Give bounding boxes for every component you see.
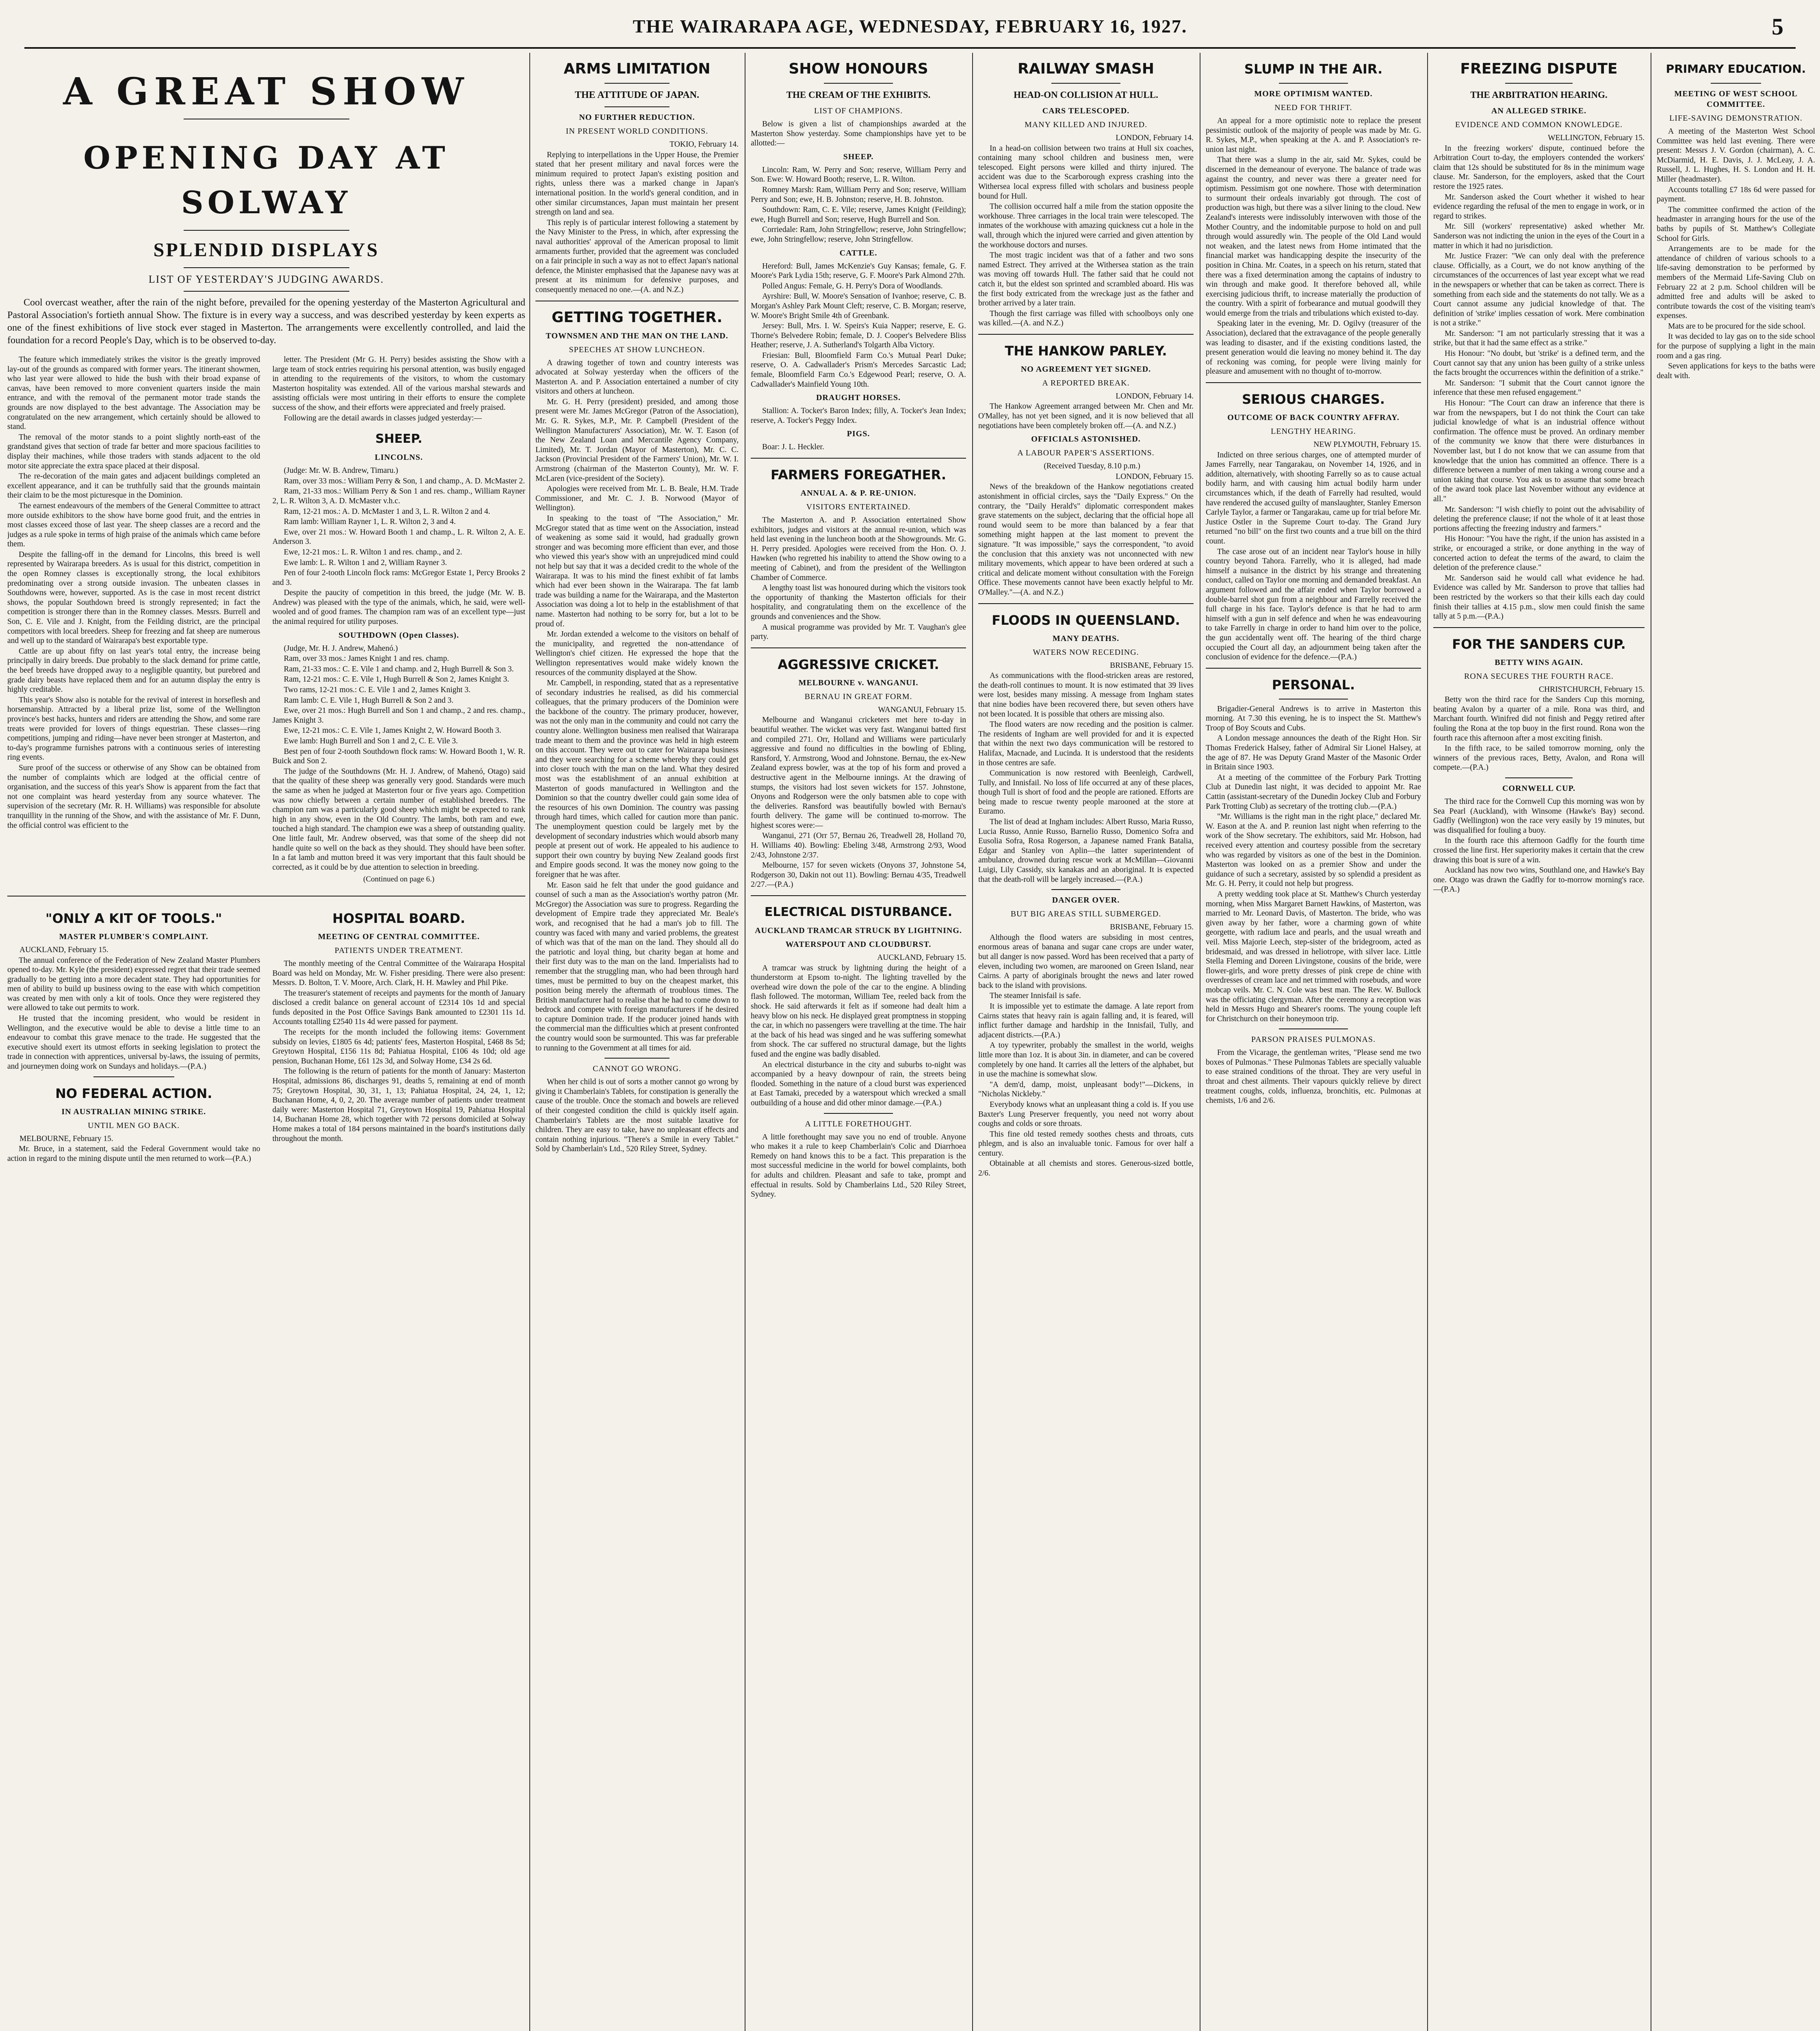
champion-line: Ayrshire: Bull, W. Moore's Sensation of Ivanhoe; reserve, C. B. Morgan's Ashley Park Mount Cleft; reserve, C. B. Morgan; reserve, W. Moore's Bright Smile 4th of Greenbank. bbox=[751, 292, 966, 320]
cornwell-title: CORNWELL CUP. bbox=[1502, 784, 1576, 793]
paragraph: Mr. Bruce, in a statement, said the Federal Government would take no action in regard to the mining dispute until the men returned to work—(P.A.) bbox=[7, 1145, 260, 1163]
horses-heading: DRAUGHT HORSES. bbox=[816, 393, 901, 403]
show-article bbox=[7, 53, 525, 2031]
kit-title: "ONLY A KIT OF TOOLS." bbox=[45, 910, 222, 926]
show-lede: Cool overcast weather, after the rain of the night before, prevailed for the opening yesterday of the Masterton Agricultural and Pastoral Association's fortieth annual Show. The fixture is in every way a success, and was described yesterday by keen experts as one of the finest exhibitions of live stock ever staged in Masterton. The arrangements were excellently controlled, and laid the foundation for a record People's Day, which is to be observed to-day. bbox=[7, 297, 525, 346]
headline-rule bbox=[184, 291, 349, 292]
paragraph: Mr. Campbell, in responding, stated that as a representative of secondary industries he realised, as did his commercial colleagues, that the primary producers of the Dominion were the backbone of the country. The primary producer, however, was not the only man in the community and could not carry the country alone. Wellington business men realised that Wairarapa trade meant to them and the province was held in high esteem on this account. They were out to cater for Wairarapa business and they were searching for a scheme whereby they could get into closer touch with the man on the land. What they desired most was the establishment of an annual exhibition at Masterton of goods manufactured in Wellington and the Dominion so that the country dweller could gain some idea of the resources of his own Dominion. The country was passing through hard times, which called for caution more than panic. The unemployment question could be largely met by the development of secondary industries which would absorb many people at present out of work. He appealed to his audience to support their own country by buying New Zealand goods first and Empire goods second. It was the money now going to the foreigner that he was after. bbox=[535, 679, 739, 879]
paragraph: The collision occurred half a mile from the station opposite the workhouse. Three carriages in the local train were telescoped. The inmates of the workhouse with amazing quickness cut a hole in the wall, through which the injured were carried and given attention by the workhouse doctors and nurses. bbox=[978, 202, 1194, 249]
kit-and-federal bbox=[7, 902, 260, 1165]
award-line: Ewe lamb: L. R. Wilton 1 and 2, William Rayner 3. bbox=[284, 558, 447, 567]
award-line: Ram lamb: C. E. Vile 1, Hugh Burrell & Son 2 and 3. bbox=[284, 696, 454, 705]
advert-text: When her child is out of sorts a mother cannot go wrong by giving it Chamberlain's Tablets, for constipation is generally the cause of the trouble. Once the stomach and bowels are relieved of their congested condition the child is quickly itself again. Chamberlain's Tablets are the most suitable laxative for children. They are easy to take, have no unpleasant effects and contain nothing injurious. "There's a Smile in every Tablet." Sold by Chamberlain's Ltd., 520 Riley Street, Sydney. bbox=[535, 1078, 739, 1154]
headline-rule bbox=[1279, 83, 1348, 84]
headline-rule bbox=[1505, 83, 1573, 84]
cattle-heading: CATTLE. bbox=[839, 248, 878, 258]
paragraph: That there was a slump in the air, said Mr. Sykes, could be discerned in the demeanour of everyone. The balance of trade was against the country, and never was there a greater need for optimism. Pessimism got one nowhere. Those with determination to surmount their ordeals invariably got through. The cost of production was high, but there was a silver lining to the cloud. New Zealand's interests were indissolubly interwoven with those of the Mother Country, and the indomitable purpose to hold on and pull through would assuredly win. The people of the Old Land would not weaken, and the latest news from Home intimated that the financial market was handicapping despite the insecurity of the position in China. Mr. Coates, in a speech on his return, stated that there was a fixed determination among the captains of industry to win through and make good. It therefore behoved all, while exercising judicious thrift, to increase materially the production of the country. With a spirit of forbearance and mutual goodwill they would emerge from the trials and tribulations which existed to-day. bbox=[1206, 156, 1421, 318]
dateline: NEW PLYMOUTH, February 15. bbox=[1313, 440, 1421, 449]
paragraph: The Masterton A. and P. Association entertained Show exhibitors, judges and visitors at the annual re-union, which was held last evening in the luncheon booth at the Showgrounds. Mr. G. H. Perry presided. Apologies were received from the Hon. O. J. Hawken (who regretted his inability to attend the Show owing to a meeting of Cabinet), and from the president of the Wellington Chamber of Commerce. bbox=[751, 516, 966, 582]
award-line: Ewe, over 21 mos.: W. Howard Booth 1 and champ., L. R. Wilton 2, A. E. Anderson 3. bbox=[272, 528, 525, 546]
section-rule bbox=[1206, 382, 1421, 383]
dateline: LONDON, February 14. bbox=[1116, 392, 1194, 401]
arms-title: ARMS LIMITATION bbox=[563, 61, 711, 77]
paragraph: Apologies were received from Mr. L. B. Beale, H.M. Trade Commissioner, and Mr. C. J. B. Norwood (Mayor of Wellington). bbox=[535, 485, 739, 513]
honours-sub1: THE CREAM OF THE EXHIBITS. bbox=[786, 90, 931, 100]
slump-sub1: MORE OPTIMISM WANTED. bbox=[1254, 89, 1373, 98]
sanders-title: FOR THE SANDERS CUP. bbox=[1452, 636, 1626, 652]
paragraph: It was decided to lay gas on to the side school for the purpose of supplying a light in the main room and a gas ring. bbox=[1657, 332, 1815, 360]
dateline: WELLINGTON, February 15. bbox=[1548, 134, 1644, 142]
advert-text: Obtainable at all chemists and stores. Generous-sized bottle, 2/6. bbox=[978, 1159, 1194, 1178]
sheep-heading: SHEEP. bbox=[843, 152, 874, 161]
paragraph: The monthly meeting of the Central Committee of the Wairarapa Hospital Board was held on Monday, Mr. W. Fisher presiding. There were also present: Messrs. D. Bolton, T. V. Moore, Arch. Clark, H. H. Mawley and Phil Pike. bbox=[272, 959, 525, 987]
award-line: (Judge, Mr. H. J. Andrew, Mahenó.) bbox=[284, 644, 398, 653]
electrical-sub1: AUCKLAND TRAMCAR STRUCK BY LIGHTNING. bbox=[755, 926, 962, 935]
headline-great-show: A GREAT SHOW bbox=[63, 69, 470, 113]
electrical-sub2: WATERSPOUT AND CLOUDBURST. bbox=[785, 940, 932, 949]
column-rule bbox=[1427, 53, 1428, 2031]
hankow-sub1: NO AGREEMENT YET SIGNED. bbox=[1020, 364, 1151, 374]
champion-line: Boar: J. L. Heckler. bbox=[762, 443, 824, 452]
honours-sub2: LIST OF CHAMPIONS. bbox=[814, 106, 903, 115]
kit-sub: MASTER PLUMBER'S COMPLAINT. bbox=[59, 932, 208, 941]
dateline: WANGANUI, February 15. bbox=[878, 705, 966, 714]
headline-rule bbox=[1051, 83, 1120, 84]
paragraph: Replying to interpellations in the Upper House, the Premier stated that her present military and naval forces were the minimum required to protect Japan's existing position and rights, unless there was a marked change in Japan's international position. In the world's general condition, and in other similar circumstances, Japan must maintain her present strength on land and sea. bbox=[535, 150, 739, 217]
arms-sub1: THE ATTITUDE OF JAPAN. bbox=[574, 90, 700, 100]
section-rule bbox=[751, 895, 966, 896]
hospital-sub1: MEETING OF CENTRAL COMMITTEE. bbox=[318, 932, 480, 941]
arms-sub2: NO FURTHER REDUCTION. bbox=[579, 113, 695, 122]
together-title: GETTING TOGETHER. bbox=[551, 309, 723, 326]
slump-sub2: NEED FOR THRIFT. bbox=[1274, 103, 1352, 112]
serious-title: SERIOUS CHARGES. bbox=[1242, 392, 1385, 407]
paragraph: The feature which immediately strikes the visitor is the greatly improved lay-out of the grounds as compared with former years. The itinerant showmen, who last year were allowed to hide the bush with their broad expanse of canvas, have been removed to more convenient quarters inside the main entrance, and with the removal of the permanent motor trade stands the grounds are now displayed to the best advantage. The Association may be congratulated on the new arrangement, which certainly should be allowed to stand. bbox=[7, 355, 260, 431]
dateline: BRISBANE, February 15. bbox=[1110, 923, 1194, 932]
sanders-sub2: RONA SECURES THE FOURTH RACE. bbox=[1464, 671, 1614, 681]
advert-title: A LITTLE FORETHOUGHT. bbox=[805, 1119, 912, 1128]
award-line: Ewe, over 21 mos.: Hugh Burrell and Son 1 and champ., 2 and res. champ., James Knight 3. bbox=[272, 706, 525, 725]
paragraph: The removal of the motor stands to a point slightly north-east of the grandstand gives that section of trade far better and more spacious facilities to display their machines, while those traders with stands adjacent to the old motor site appreciate the extra space placed at their disposal. bbox=[7, 433, 260, 470]
paragraph: His Honour: "The Court can draw an inference that there is war from the newspapers, but I do not think the Court can take judicial knowledge of what is an industrial offence without confirmation. The offence must be proved. An ordinary member of the community we know that there were disturbances in November last, but I do not know that we can assume from that knowledge that the union has committed an offence. There is a difference between a number of men taking a wrong course and a union taking that course. You ask us to assume that some breach of the award took place last November without any evidence at all." bbox=[1433, 399, 1644, 503]
paragraph: Mr. Sanderson said he would call what evidence he had. Evidence was called by Mr. Sanderson to prove that tallies had been restricted by the workers so that their kills each day could finish their tallies at 4.15 p.m., slow men could finish the same tally at 5 p.m.—(P.A.) bbox=[1433, 574, 1644, 621]
dateline: AUCKLAND, February 15. bbox=[877, 953, 966, 962]
hospital-title: HOSPITAL BOARD. bbox=[332, 910, 466, 926]
paragraph: This year's Show also is notable for the revival of interest in horseflesh and horsemanship. Attracted by a liberal prize list, some of the Wellington province's best hacks, hunters and riders are attending the Show, and some rare treats were provided for lovers of things equestrian. These classes—ring competitions, jumping and riding—have never been stronger at Masterton, and to-day's programme furnishes patrons with a continuous series of interesting ring events. bbox=[7, 695, 260, 762]
paragraph: A London message announces the death of the Right Hon. Sir Thomas Frederick Halsey, father of Admiral Sir Lionel Halsey, at the age of 87. He was Deputy Grand Master of the Masonic Order in Britain since 1903. bbox=[1206, 734, 1421, 772]
paragraph: A toy typewriter, probably the smallest in the world, weighs little more than 1oz. It is about 3in. in diameter, and can be covered completely by one hand. It carries all the letters of the alphabet, but in use the machine is somewhat slow. bbox=[978, 1041, 1194, 1079]
paragraph: Below is given a list of championships awarded at the Masterton Show yesterday. Some championships have yet to be allotted:— bbox=[751, 120, 966, 148]
award-line: Ram, over 33 mos.: William Perry & Son, 1 and champ., A. D. McMaster 2. bbox=[284, 476, 525, 485]
headline-opening-day: OPENING DAY AT SOLWAY bbox=[83, 140, 449, 221]
champion-line: Lincoln: Ram, W. Perry and Son; reserve, William Perry and Son. Ewe: W. Howard Booth; reserve, L. R. Wilton. bbox=[751, 165, 966, 184]
dateline: CHRISTCHURCH, February 15. bbox=[1538, 685, 1644, 694]
personal-title: PERSONAL. bbox=[1272, 677, 1355, 693]
primary-column bbox=[1657, 53, 1815, 2031]
paragraph: Although the flood waters are subsiding in most centres, enormous areas of banana and sugar cane crops are under water, but all danger is now passed. Word has been received that a party of eleven, including two women, are marooned on Green Island, near Cairns. A party of aboriginals brought the news and later rowed back to the island with provisions. bbox=[978, 933, 1194, 990]
paragraph: Brigadier-General Andrews is to arrive in Masterton this morning. At 7.30 this evening, he is to inspect the St. Matthew's Troop of Boy Scouts and Cubs. bbox=[1206, 704, 1421, 732]
paragraph: In the freezing workers' dispute, continued before the Arbitration Court to-day, the employers contended the workers' claim that 12s should be substituted for 8s in the minimum wage clause. Mr. Sanderson, for the employers, asked that the Court restore the 1925 rates. bbox=[1433, 144, 1644, 191]
dateline: (Received Tuesday, 8.10 p.m.) bbox=[1044, 462, 1140, 471]
paragraph: Following are the detail awards in classes judged yesterday:— bbox=[284, 414, 482, 422]
award-line: Ram, 21-33 mos.: C. E. Vile 1 and champ. and 2, Hugh Burrell & Son 3. bbox=[284, 665, 514, 673]
section-rule bbox=[978, 603, 1194, 604]
advert-text: A little forethought may save you no end of trouble. Anyone who makes it a rule to keep Chamberlain's Colic and Diarrhoea Remedy on hand knows this to be a fact. This preparation is the most successful medicine in the world for bowel complaints, both for adults and children. Pleasant and safe to take, prompt and effectual in results. Sold by Chamberlains Ltd., 520 Riley Street, Sydney. bbox=[751, 1132, 966, 1199]
paragraph: The steamer Innisfail is safe. bbox=[990, 992, 1081, 1000]
headline-rule bbox=[184, 267, 349, 268]
award-line: Ewe lamb: Hugh Burrell and Son 1 and 2, C. E. Vile 3. bbox=[284, 737, 458, 745]
paragraph: The annual conference of the Federation of New Zealand Master Plumbers opened to-day. Mr. Kyle (the president) expressed regret that their trade seemed gradually to be getting into a more decadent state. They had opportunities for men of ability to build up business owing to the ease with which competition was created by men with only a kit of tools. Once they were registered they were allowed to take out permits to work. bbox=[7, 956, 260, 1013]
federal-sub2: UNTIL MEN GO BACK. bbox=[88, 1121, 180, 1130]
award-line: Ram, 12-21 mos.: C. E. Vile 1, Hugh Burrell & Son 2, James Knight 3. bbox=[284, 675, 509, 684]
paragraph: The committee confirmed the action of the headmaster in arranging hours for the use of the baths by pupils of St. Matthew's Collegiate School for Girls. bbox=[1657, 205, 1815, 243]
freezing-sub3: EVIDENCE AND COMMON KNOWLEDGE. bbox=[1455, 120, 1623, 129]
column-rule bbox=[972, 53, 973, 2031]
hospital-board bbox=[273, 902, 526, 1165]
dateline: AUCKLAND, February 15. bbox=[20, 945, 108, 954]
dateline: LONDON, February 14. bbox=[1116, 134, 1194, 142]
hankow-sub4: A LABOUR PAPER'S ASSERTIONS. bbox=[1017, 448, 1155, 458]
section-rule bbox=[1433, 627, 1644, 628]
arms-sub3: IN PRESENT WORLD CONDITIONS. bbox=[566, 127, 708, 136]
hospital-sub2: PATIENTS UNDER TREATMENT. bbox=[334, 946, 463, 955]
advert-text: From the Vicarage, the gentleman writes, "Please send me two boxes of Pulmonas." These Pulmonas Tablets are specially valuable to ease strained conditions of the throat. They are very useful in throat and chest ailments. Their vapours quickly relieve by direct treatment coughs, colds, influenza, bronchitis, etc. Pulmonas at chemists, 1/6 and 2/6. bbox=[1206, 1048, 1421, 1105]
sanders-sub1: BETTY WINS AGAIN. bbox=[1495, 658, 1583, 667]
paragraph: His Honour: "You have the right, if the union has assisted in a strike, or encouraged a strike, or done anything in the way of concerted action to defeat the terms of the award, to claim the deletion of the preference clause." bbox=[1433, 535, 1644, 572]
dateline: BRISBANE, February 15. bbox=[1110, 661, 1194, 670]
page-number: 5 bbox=[1772, 13, 1783, 40]
paragraph: The list of dead at Ingham includes: Albert Russo, Maria Russo, Lucia Russo, Annie Russo, Barnelio Russo, Domenico Sofra and Eusolia Sofra, Rosa Rogerson, a Japanese named Frank Batalia, Edgar and Stanley von Aplin—the latter superintendent of ambulance, drowned during rescue work at McMillan—Giovanni Luigi, Lily Cassidy, six kanakas and an aboriginal. It is expected that the death-roll will be largely increased.—(P.A.) bbox=[978, 818, 1194, 884]
danger-title: DANGER OVER. bbox=[1052, 896, 1120, 905]
paragraph: Mr. G. H. Perry (president) presided, and among those present were Mr. James McGregor (Patron of the Association), Mr. G. R. Sykes, M.P., Mr. P. Campbell (President of the Wellington Manufacturers' Association), Mr. W. T. Eason (of the New Zealand Loan and Mercantile Agency Company, Limited), Mr. T. Jordan (Mayor of Masterton), Mr. C. C. Jackson (Provincial President of the Farmers' Union), Mr. W. I. Armstrong (chairman of the Masterton County), Mr. W. F. McLaren (vice-president of the Society). bbox=[535, 397, 739, 483]
paragraph: A pretty wedding took place at St. Matthew's Church yesterday morning, when Miss Margaret Barnett Hawkins, of Masterton, was married to Mr. Leonard Davis, of Masterton. The bride, who was given away by her father, wore a charming gown of white georgette, with radium lace and pearls, and the usual wreath and veil. Miss Majorie Leech, step-sister of the bridegroom, acted as bridesmaid, and was dressed in heliotrope, with silver lace. Little Stella Fleming and Doreen Livingstone, cousins of the bride, were flower-girls, and wore pretty dresses of pink crepe de chine with overdresses of cream lace and net trimmed with rosebuds, and wore mobcap veils. Mr. C. N. Cole was best man. The Rev. W. Bullock was the officiating clergyman. After the ceremony a reception was held in Messrs Hugo and Shearer's rooms. The young couple left for Christchurch on their honeymoon trip. bbox=[1206, 890, 1421, 1023]
paragraph: Mr. Jordan extended a welcome to the visitors on behalf of the municipality, and regretted the non-attendance of Wellington's chief citizen. He expressed the hope that the Wellington representatives would make widely known the resources of the community displayed at the Show. bbox=[535, 630, 739, 677]
headline-rule bbox=[604, 106, 670, 107]
cricket-sub2: BERNAU IN GREAT FORM. bbox=[804, 692, 912, 701]
paragraph: The receipts for the month included the following items: Government subsidy on levies, £1805 6s 4d; patients' fees, Masterton Hospital, £468 8s 5d; Greytown Hospital, £156 11s 8d; Pahiatua Hospital, £106 4s 10d; old age pension, Buchanan Home, £61 12s 3d, and Solway Home, £34 2s 6d. bbox=[272, 1028, 525, 1065]
champion-line: Polled Angus: Female, G. H. Perry's Dora of Woodlands. bbox=[762, 281, 943, 290]
award-line: Ram lamb: William Rayner 1, L. R. Wilton 2, 3 and 4. bbox=[284, 517, 456, 526]
federal-sub1: IN AUSTRALIAN MINING STRIKE. bbox=[61, 1107, 206, 1116]
paragraph: Accounts totalling £7 18s 6d were passed for payment. bbox=[1657, 185, 1815, 204]
electrical-title: ELECTRICAL DISTURBANCE. bbox=[764, 905, 953, 920]
award-line: Pen of four 2-tooth Lincoln flock rams: McGregor Estate 1, Percy Brooks 2 and 3. bbox=[272, 569, 525, 587]
section-rule bbox=[824, 1113, 893, 1114]
headline-rule bbox=[184, 230, 349, 231]
paragraph: Indicted on three serious charges, one of attempted murder of James Farrelly, near Tangarakau, on November 14, 1926, and in addition, alternatively, with shooting Farrelly so as to cause actual bodily harm, and with causing him actual bodily harm under circumstances which, if the death of Farrelly had resulted, would have rendered the accused guilty of manslaughter, Stanley Emerson Carlyle Taylor, a farmer or Tangarakau, came up for trial before Mr. Justice Ostler in the Supreme Court to-day. The Grand Jury returned "no bill" on the first two counts and a true bill on the third count. bbox=[1206, 450, 1421, 546]
paragraph: The earnest endeavours of the members of the General Committee to attract more outside exhibitors to the show have borne good fruit, and the entries in most classes exceed those of last year. The sheep classes are a record and the judges as a rule spoke in terms of high praise of the animals which came before them. bbox=[7, 501, 260, 549]
lower-briefs bbox=[7, 902, 525, 1165]
paragraph: Sure proof of the success or otherwise of any Show can be obtained from the number of complaints which are lodged at the official centre of organisation, and the success of this year's Show is apparent from the fact that not one complaint was heard yesterday from any source whatever. The supervision of the secretary (Mr. R. H. Williams) was responsible for absolute tranquillity in the running of the Show, and with the assistance of Mr. F. Dunn, the official control was efficient to the bbox=[7, 763, 260, 830]
hankow-sub3: OFFICIALS ASTONISHED. bbox=[1031, 435, 1141, 444]
headline-splendid-displays: SPLENDID DISPLAYS bbox=[153, 239, 379, 261]
advert-text: Everybody knows what an unpleasant thing a cold is. If you use Baxter's Lung Preserver frequently, you need not worry about coughs and colds or sore throats. bbox=[978, 1100, 1194, 1128]
section-rule bbox=[751, 458, 966, 459]
paragraph: Wanganui, 271 (Orr 57, Bernau 26, Treadwell 28, Holland 70, H. Williams 40). Bowling: Ebeling 3/48, Armstrong 2/93, Wood 2/43, Johnstone 2/37. bbox=[751, 831, 966, 860]
paragraph: Betty won the third race for the Sanders Cup this morning, beating Avalon by a quarter of a mile. Rona was third, and Marchant fourth. Winifred did not finish and Peggy retired after fouling the Rona at the top buoy in the first round. Rona won the fourth race this afternoon after a most exciting finish. bbox=[1433, 695, 1644, 743]
paragraph: A meeting of the Masterton West School Committee was held last evening. There were present: Messrs J. V. Gordon (chairman), A. C. McDiarmid, H. E. Davis, J. J. McLeay, J. A. Russell, J. L. Hughes, H. S. London and H. H. Miller (headmaster). bbox=[1657, 127, 1815, 184]
paragraph: Mr. Justice Frazer: "We can only deal with the preference clause. Officially, as a Court, we do not know anything of the circumstances of the occurrences of last year except what we read in the newspapers or whether that can be taken as correct. There is something from each side and the statements do not tally. We as a Court cannot assume any judicial knowledge of that. The definition of 'strike' implies cessation of work. Mere combination is not a strike." bbox=[1433, 252, 1644, 328]
section-rule bbox=[1051, 889, 1120, 890]
champion-line: Friesian: Bull, Bloomfield Farm Co.'s Mutual Pearl Duke; reserve, O. A. Cadwallader's Prism's Mercedes Sarcastic Lad; female, Bloomfield Farm Co.'s Edgewood Pearl; reserve, O. A. Cadwallader's Mainfield Young 10th. bbox=[751, 351, 966, 389]
award-line: Two rams, 12-21 mos.: C. E. Vile 1 and 2, James Knight 3. bbox=[284, 686, 471, 695]
freezing-sub1: THE ARBITRATION HEARING. bbox=[1470, 90, 1608, 100]
federal-title: NO FEDERAL ACTION. bbox=[55, 1085, 212, 1101]
railway-sub3: MANY KILLED AND INJURED. bbox=[1024, 120, 1148, 129]
award-line: Ram, 12-21 mos.: A. D. McMaster 1 and 3, L. R. Wilton 2 and 4. bbox=[284, 507, 490, 516]
arms-column bbox=[535, 53, 739, 2031]
section-rule bbox=[93, 1076, 174, 1077]
pigs-heading: PIGS. bbox=[847, 429, 870, 439]
paragraph: The third race for the Cornwell Cup this morning was won by Sea Pearl (Auckland), with Winsome (Hawke's Bay) second. Gadfly (Wellington) won the race very easily by 19 minutes, but was disqualified for fouling a buoy. bbox=[1433, 797, 1644, 835]
southdown-heading: SOUTHDOWN (Open Classes). bbox=[338, 630, 459, 640]
champion-line: Southdown: Ram, C. E. Vile; reserve, James Knight (Feilding); ewe, Hugh Burrell and Son; reserve, Hugh Burrell and Son. bbox=[751, 206, 966, 224]
paragraph: In a head-on collision between two trains at Hull six coaches, containing many school children and business men, were telescoped. Eight persons were killed and thirty injured. The accident was due to the Scarborough express crashing into the Withersea local express filled with scholars and business people bound for Hull. bbox=[978, 144, 1194, 201]
farmers-sub2: VISITORS ENTERTAINED. bbox=[806, 502, 911, 512]
paragraph: Cattle are up about fifty on last year's total entry, the increase being principally in dairy breeds. Due probably to the slack demand for prime cattle, the beef breeds have dropped away to a negligible quantity, but purebred and grade dairy beasts have replaced them and for an autumn display the entry is highly creditable. bbox=[7, 647, 260, 694]
paragraph: Arrangements are to be made for the attendance of children of various schools to a life-saving demonstration to be performed by members of the Mermaid Life-Saving Club on February 22 at 2 p.m. School children will be admitted free and adults will be asked to contribute towards the cost of the visiting team's expenses. bbox=[1657, 245, 1815, 320]
sheep-heading: SHEEP. bbox=[375, 432, 422, 446]
paragraph: letter. The President (Mr G. H. Perry) besides assisting the Show with a large team of stock entries requiring his personal attention, was busily engaged in attending to the requirements of the visitors, to whom the customary Masterton hospitality was extended. All of the various marshal stewards and assisting officials were most untiring in their efforts to ensure the complete success of the show, and their efforts were appreciated and freely praised. bbox=[272, 355, 525, 412]
paragraph: Seven applications for keys to the baths were dealt with. bbox=[1657, 362, 1815, 380]
paragraph: A lengthy toast list was honoured during which the visitors took the opportunity of thanking the Masterton officials for their hospitality, and congratulating them on the excellence of the grounds and conveniences and the Show. bbox=[751, 584, 966, 621]
advert-text: "A dem'd, damp, moist, unpleasant body!"—Dickens, in "Nicholas Nickleby." bbox=[978, 1080, 1194, 1099]
slump-title: SLUMP IN THE AIR. bbox=[1244, 61, 1383, 77]
paragraph: A musical programme was provided by Mr. T. Vaughan's glee party. bbox=[751, 623, 966, 641]
paragraph: Mr. Eason said he felt that under the good guidance and counsel of such a man as the Association's worthy patron (Mr. McGregor) the Association was sure to progress. Regarding the development of Empire trade they appreciated Mr. Beale's work, and recognised that he had a man's job to fill. The country was faced with many and varied problems, the greatest of which was that of the man on the land. They should all do the patriotic and loyal thing, but charity began at home and their first duty was to the man on the land. Imperialists had to remember that the struggling man, who had been through hard times, must be permitted to buy on the cheapest market, this position being merely the aftermath of troublous times. The British manufacturer had to realise that he had to come down to bedrock and compete with foreign manufacturers if he desired to capture Dominion trade. If the producer joined hands with the commercial man the difficulties which at present confronted the country would soon be surmounted. This was far preferable to running to the Government at all times for aid. bbox=[535, 881, 739, 1052]
paragraph: In the fifth race, to be sailed tomorrow morning, only the winners of the previous races, Betty, Avalon, and Rona will compete.—(P.A.) bbox=[1433, 744, 1644, 772]
honours-column bbox=[751, 53, 966, 2031]
newspaper-masthead-title: THE WAIRARAPA AGE, WEDNESDAY, FEBRUARY 16, 1927. bbox=[633, 16, 1187, 37]
headline-rule bbox=[824, 83, 893, 84]
paragraph: Though the first carriage was filled with schoolboys only one was killed.—(A. and N.Z.) bbox=[978, 309, 1194, 328]
freezing-sub2: AN ALLEGED STRIKE. bbox=[1491, 106, 1587, 115]
headline-rule bbox=[1711, 83, 1762, 84]
serious-sub1: OUTCOME OF BACK COUNTRY AFFRAY. bbox=[1227, 413, 1400, 422]
paragraph: News of the breakdown of the Hankow negotiations created astonishment in official circles, says the "Daily Express." On the contrary, the "Daily Herald's" diplomatic correspondent makes grave statements on the subject, declaring that the official hope all round would seem to be more than balanced by a fear that something might happen at the last moment to prevent the signature. "It was impossible," says the correspondent, "to avoid the conclusion that this anxiety was not unconnected with new military movements, which appear to have been ordered at such a critical and delicate moment without consultation with the Foreign Office. These movements cannot have been exactly helpful to Mr. O'Malley."—(A. and N.Z.) bbox=[978, 483, 1194, 597]
continued-note: (Continued on page 6.) bbox=[363, 875, 435, 884]
paragraph: Mats are to be procured for the side school. bbox=[1668, 322, 1806, 331]
paragraph: Mr. Sanderson asked the Court whether it wished to hear evidence regarding the refusal of the men to engage in work, or in regard to strikes. bbox=[1433, 193, 1644, 221]
dateline: TOKIO, February 14. bbox=[670, 140, 739, 149]
farmers-sub1: ANNUAL A. & P. RE-UNION. bbox=[800, 489, 916, 498]
paragraph: A drawing together of town and country interests was advocated at Solway yesterday when the officers of the Masterton A. and P. Association entertained a number of city visitors and others at luncheon. bbox=[535, 358, 739, 396]
primary-sub2: LIFE-SAVING DEMONSTRATION. bbox=[1669, 114, 1803, 123]
dateline: MELBOURNE, February 15. bbox=[20, 1134, 113, 1143]
paragraph: Mr. Sanderson: "I wish chiefly to point out the advisability of deleting the preference clause; if not the whole of it at least those portions affecting the freezing industry and farmers." bbox=[1433, 505, 1644, 533]
freezing-title: FREEZING DISPUTE bbox=[1460, 61, 1618, 77]
award-line: Ram, over 33 mos.: James Knight 1 and res. champ. bbox=[284, 654, 449, 663]
paragraph: Melbourne and Wanganui cricketers met here to-day in beautiful weather. The wicket was very fast. Wanganui batted first and compiled 271. Orr, Holland and Williams were particularly aggressive and found no difficulties in the bowling of Ebling, Ransford, Y. Armstrong, Wood and Johnstone. Bernau, the ex-New Zealand express bowler, was at the top of his form and proved a destructive agent in the Melbourne innings. At the drawing of stumps, the visitors had lost seven wickets for 157. Johnstone, Onyons and Rodgerson were the only batsmen able to cope with the deliveries. Ransford was beautifully bowled with Bernau's fourth delivery. The game will be continued to-morrow. The highest scores were:— bbox=[751, 716, 966, 830]
champion-line: Corriedale: Ram, John Stringfellow; reserve, John Stringfellow; ewe, John Stringfellow; reserve, John Stringfellow. bbox=[751, 225, 966, 244]
masthead bbox=[24, 8, 1796, 49]
paragraph: It is impossible yet to estimate the damage. A late report from Cairns states that heavy rain is again falling and, it is feared, will inflict further damage and hardship in the Innisfail, Tully, and adjacent districts.—(P.A.) bbox=[978, 1002, 1194, 1039]
masthead-rule bbox=[24, 47, 1796, 49]
paragraph: In speaking to the toast of "The Association," Mr. McGregor stated that as time went on the Association, instead of weakening as some said it would, had gradually grown stronger and was becoming more efficient than ever, and those who viewed this year's show with an unprejudiced mind could not help but say that it was a decided credit to the whole of the Wairarapa. It was to his mind the finest exhibit of fat lambs which had ever been shown in the Wairarapa. The fat lamb trade was building a name for the Wairarapa, and the Masterton Association was doing a lot to help in the establishment of that name. Masterton had nothing to be sorry for, but a lot to be proud of. bbox=[535, 514, 739, 628]
paragraph: This reply is of particular interest following a statement by the Navy Minister to the Press, in which, after expressing the naval authorities' approval of the American proposal to limit armaments further, provided that the agreement was concluded on a fair principle in such a way as not to effect Japan's national defence, the Minister emphasised that the Japanese navy was at present at its minimum for defensive purposes, and consequently menaced no one.—(A. and N.Z.) bbox=[535, 218, 739, 294]
danger-sub: BUT BIG AREAS STILL SUBMERGED. bbox=[1010, 909, 1161, 919]
railway-title: RAILWAY SMASH bbox=[1018, 61, 1154, 77]
serious-sub2: LENGTHY HEARING. bbox=[1271, 427, 1356, 436]
award-line: Ram, 21-33 mos.: William Perry & Son 1 and res. champ., William Rayner 2, L. R. Wilton 3, A. D. McMaster v.h.c. bbox=[272, 487, 525, 505]
primary-sub1: MEETING OF WEST SCHOOL COMMITTEE. bbox=[1674, 89, 1798, 109]
section-rule bbox=[1279, 1028, 1348, 1029]
paragraph: The most tragic incident was that of a father and two sons named Estrect. They arrived at the Withersea station as the train was moving off towards Hull. The father said that he could not catch it, but the eldest son sprinted and scrambled aboard. His was the first body extricated from the wreckage just as the father and brother arrived by a later train. bbox=[978, 251, 1194, 308]
paragraph: An electrical disturbance in the city and suburbs to-night was accompanied by a heavy downpour of rain, the streets being flooded. Something in the nature of a cloud burst was experienced at East Tamaki, preceded by a waterspout which wrecked a small outbuilding of a house and did other minor damage.—(P.A.) bbox=[751, 1060, 966, 1107]
paragraph: "Mr. Williams is the right man in the right place," declared Mr. W. Eason at the A. and P. reunion last night when referring to the work of the Show secretary. The exhibitors, said Mr. Hobson, had received every attention and courtesy possible from the secretary who was regarded by visitors as one of the best in the Dominion. Masterton was looked on as a premier Show and under the guidance of such a secretary, assisted by so splendid a president as Mr. G. H. Perry, it could not help but progress. bbox=[1206, 812, 1421, 888]
railway-sub1: HEAD-ON COLLISION AT HULL. bbox=[1014, 90, 1158, 100]
headline-rule bbox=[604, 83, 670, 84]
paragraph: Communication is now restored with Beenleigh, Cardwell, Tully, and Innisfail. No loss of life occurred at any of these places, though Tull is short of food and the people are rationed. Efforts are being made to rescue twenty people marooned at the store at Euramo. bbox=[978, 769, 1194, 816]
paragraph: The re-decoration of the main gates and adjacent buildings completed an excellent appearance, and it can be truthfully said that the grounds maintain their claim to be the most picturesque in the Dominion. bbox=[7, 472, 260, 500]
paragraph: In the fourth race this afternoon Gadfly for the fourth time crossed the line first. Her superiority makes it certain that the crew drawing this boat is sure of a win. bbox=[1433, 836, 1644, 864]
award-line: Ewe, 12-21 mos.: L. R. Wilton 1 and res. champ., and 2. bbox=[284, 548, 462, 556]
paragraph: Mr. Sanderson: "I am not particularly stressing that it was a strike, but that it had the same effect as a strike." bbox=[1433, 329, 1644, 348]
show-body-left bbox=[7, 355, 260, 890]
dateline: LONDON, February 15. bbox=[1116, 472, 1194, 481]
paragraph: The following is the return of patients for the month of January: Masterton Hospital, admissions 86, discharges 91, deaths 5, remaining at end of month 75; Greytown Hospital, 30, 31, 1, 13; Pahiatua Hospital, 24, 24, 1, 12; Buchanan Home, 4, 0, 2, 20. The average number of patients under treatment daily were: Masterton Hospital 71, Greytown Hospital 19, Pahiatua Hospital 14, Buchanan Home 28, which together with 72 persons domiciled at Solway Home makes a total of 184 persons maintained in the board's institutions daily throughout the month. bbox=[272, 1067, 525, 1143]
advert-title: PARSON PRAISES PULMONAS. bbox=[1251, 1035, 1376, 1044]
paragraph: His Honour: "No doubt, but 'strike' is a defined term, and the Court cannot say that any union has been guilty of a strike unless the facts brought the occurrences within the definition of a strike." bbox=[1433, 349, 1644, 377]
section-rule bbox=[978, 334, 1194, 335]
paragraph: Mr. Sanderson: "I submit that the Court cannot ignore the inference that these men refused engagement." bbox=[1433, 379, 1644, 397]
floods-sub1: MANY DEATHS. bbox=[1052, 634, 1120, 643]
hankow-sub2: A REPORTED BREAK. bbox=[1042, 378, 1130, 388]
section-rule bbox=[604, 1058, 670, 1059]
column-rule bbox=[529, 53, 530, 2031]
slump-column bbox=[1206, 53, 1421, 2031]
paragraph: He trusted that the incoming president, who would be resident in Wellington, and the executive would be able to devise a little time to an endeavour to combat this grave menace to the trade. He suggested that the executive should exert its utmost efforts in seeking legislation to protect the trade in connection with apprentices, universal by-laws, the issuing of permits, and journeymen doing work on Sundays and holidays.—(P.A.) bbox=[7, 1014, 260, 1071]
paragraph: Speaking later in the evening, Mr. D. Ogilvy (treasurer of the Association), declared that the extravagance of the people generally was leading to disaster, and if the existing conditions lasted, the present generation would die leaving no money behind it. The day of reckoning was coming, for people were living mainly for pleasure and amusement with no thought of to-morrow. bbox=[1206, 319, 1421, 376]
champion-line: Stallion: A. Tocker's Baron Index; filly, A. Tocker's Jean Index; reserve, A. Tocker's Peggy Index. bbox=[751, 407, 966, 425]
paragraph: A tramcar was struck by lightning during the height of a thunderstorm at Epsom to-night. The lighting travelled by the overhead wire down the pole of the car to the engine. A blinding flash followed. The motorman, William Tee, reeled back from the shock. He said afterwards it felt as if someone had dealt him a heavy blow on his neck. He displayed great promptness in stopping the car, in which no passengers were travelling at the time. The hair at the back of his head was singed and he was suffering somewhat from shock. The car suffered no structural damage, but the lights fused and the engine was badly disabled. bbox=[751, 964, 966, 1059]
together-sub1: TOWNSMEN AND THE MAN ON THE LAND. bbox=[546, 331, 728, 340]
paragraph: The treasurer's statement of receipts and payments for the month of January disclosed a credit balance on general account of £2314 10s 1d and special funds deposited in the Post Office Savings Bank amounted to £2301 11s 1d. Accounts totalling £2540 11s 4d were passed for payment. bbox=[272, 989, 525, 1026]
award-line: (Judge: Mr. W. B. Andrew, Timaru.) bbox=[284, 466, 399, 475]
champion-line: Romney Marsh: Ram, William Perry and Son; reserve, William Perry and Son; ewe, H. B. Johnston; reserve, H. B. Johnston. bbox=[751, 185, 966, 204]
paragraph: The Hankow Agreement arranged between Mr. Chen and Mr. O'Malley, has not yet been signed, and it is now believed that all negotiations have been completely broken off.—(A. and N.Z.) bbox=[978, 402, 1194, 430]
section-rule bbox=[1505, 777, 1573, 778]
advert-text: This fine old tested remedy soothes chests and throats, cuts phlegm, and is also an invaluable tonic. Famous for over half a century. bbox=[978, 1130, 1194, 1158]
section-rule bbox=[1206, 668, 1421, 669]
section-rule bbox=[751, 647, 966, 648]
paragraph: The flood waters are now receding and the position is calmer. The residents of Ingham are well provided for and it is expected that within the next two days communication will be restored to Halifax, Macnade, and Lucinda. It is understood that the residents in those centres are safe. bbox=[978, 720, 1194, 767]
railway-sub2: CARS TELESCOPED. bbox=[1042, 106, 1130, 115]
farmers-title: FARMERS FOREGATHER. bbox=[770, 467, 947, 483]
paragraph: Auckland has now two wins, Southland one, and Hawke's Bay one. Otago was drawn the Gadfly for to-morrow morning's race.—(P.A.) bbox=[1433, 866, 1644, 894]
advert-title: CANNOT GO WRONG. bbox=[592, 1064, 682, 1074]
cricket-sub1: MELBOURNE v. WANGANUI. bbox=[798, 678, 919, 687]
floods-sub2: WATERS NOW RECEDING. bbox=[1033, 647, 1139, 657]
paragraph: As communications with the flood-stricken areas are restored, the death-roll continues to mount. It is now estimated that 39 lives were lost, besides many missing. A message from Ingham states that nine bodies have been recovered there, but seven others have not been located. It is possible that others are missing also. bbox=[978, 671, 1194, 719]
champion-line: Hereford: Bull, James McKenzie's Guy Kansas; female, G. F. Moore's Park Lydia 15th; reserve, G. F. Moore's Park Almond 27th. bbox=[751, 262, 966, 280]
paragraph: Despite the falling-off in the demand for Lincolns, this breed is well represented by Wairarapa breeders. As is usual for this district, competition in the open Romney classes is exceptionally strong, the local exhibitors predominating over a strong outside invasion. The unbeaten classes in Southdowns were, however, supported. As is the case in most recent district shows, the popular Southdown breed is strongly represented; in fact the competition is stronger there than in the Romney classes. Messrs. Burrell and Son, C. E. Vile and J. Knight, from the Feilding district, are the principal competitors with local breeders. Sheep for freezing and fat sheep are numerous and well up to the standard of Wairarapa's best exportable type. bbox=[7, 550, 260, 645]
together-sub2: SPEECHES AT SHOW LUNCHEON. bbox=[569, 345, 705, 354]
honours-title: SHOW HONOURS bbox=[789, 61, 928, 77]
paragraph: The case arose out of an incident near Taylor's house in hilly country beyond Tahora. Farrelly, who it is alleged, had made himself a nuisance in the district by his strange and threatening conduct, called on Taylor one morning and demanded breakfast. An argument followed and the affair ended when Taylor borrowed a double-barrel shot gun from a neighbour and Farrelly received the full charge in his face. Taylor's defence is that he had to arm himself with a gun in self defence and when he was endeavouring to take Farrelly in charge in order to hand him over to the police, the gun accidentally went off. The hearing of the third charge occupied the Court all day, an adjournment being taken after the conclusion of evidence for the defence.—(P.A.) bbox=[1206, 547, 1421, 662]
show-body bbox=[7, 355, 525, 890]
award-line: Best pen of four 2-tooth Southdown flock rams: W. Howard Booth 1, W. R. Buick and Son 2. bbox=[272, 747, 525, 766]
cricket-title: AGGRESSIVE CRICKET. bbox=[778, 656, 939, 672]
headline-judging-awards: LIST OF YESTERDAY'S JUDGING AWARDS. bbox=[148, 273, 384, 285]
award-line: Ewe, 12-21 mos.: C. E. Vile 1, James Knight 2, W. Howard Booth 3. bbox=[284, 726, 501, 735]
floods-title: FLOODS IN QUEENSLAND. bbox=[992, 612, 1180, 628]
champion-line: Jersey: Bull, Mrs. I. W. Speirs's Kuia Napper; reserve, E. G. Thorne's Belvedere Robin; female, D. J. Cooper's Belvedere Bliss Heather; reserve, J. A. Sutherland's Tolgarth Alba Victory. bbox=[751, 322, 966, 350]
hankow-title: THE HANKOW PARLEY. bbox=[1005, 343, 1167, 359]
paragraph: An appeal for a more optimistic note to replace the present pessimistic outlook of the majority of people was made by Mr. G. R. Sykes, M.P., when speaking at the A. and P. Association's re-union last night. bbox=[1206, 117, 1421, 154]
paragraph: Melbourne, 157 for seven wickets (Onyons 37, Johnstone 54, Rodgerson 30, Dakin not out 11). Bowling: Bernau 4/35, Treadwell 2/27.—(P.A.) bbox=[751, 861, 966, 889]
paragraph: Despite the paucity of competition in this breed, the judge (Mr. W. B. Andrew) was pleased with the type of the animals, which, he said, were well-wooled and of good frames. The champion ram was of an excellent type—just the animal required for utility purposes. bbox=[272, 589, 525, 626]
lincolns-heading: LINCOLNS. bbox=[375, 453, 423, 462]
paragraph: The judge of the Southdowns (Mr. H. J. Andrew, of Mahenó, Otago) said that the quality of these sheep was generally very good. Standards were much the same as when he judged at Masterton four or five years ago. Competition was now chiefly between a certain number of established breeders. The champion ram was a particularly good sheep which might be expected to rank high in any show, even in the Old Country. The lambs, both ram and ewe, touched a high standard. The champion ewe was a sheep of outstanding quality. One little fault, Mr. Andrew observed, was that some of the sheep did not handle quite so well on the back as they should. They should have been softer. In a fat lamb and mutton breed it was very important that this fault should be corrected, as it could be by due attention to selection in breeding. bbox=[272, 767, 525, 872]
show-body-right bbox=[273, 355, 526, 890]
primary-title: PRIMARY EDUCATION. bbox=[1666, 62, 1806, 76]
railway-column bbox=[978, 53, 1194, 2031]
freezing-column bbox=[1433, 53, 1644, 2031]
paragraph: Mr. Sill (workers' representative) asked whether Mr. Sanderson was not indicting the union in the eyes of the Court in a matter in which it had no jurisdiction. bbox=[1433, 222, 1644, 250]
paragraph: At a meeting of the committee of the Forbury Park Trotting Club at Dunedin last night, it was decided to appoint Mr. Rae Cattin (assistant-secretary of the Dunedin Jockey Club and Forbury Park Trotting Club) as secretary of the trotting club.—(P.A.) bbox=[1206, 773, 1421, 811]
